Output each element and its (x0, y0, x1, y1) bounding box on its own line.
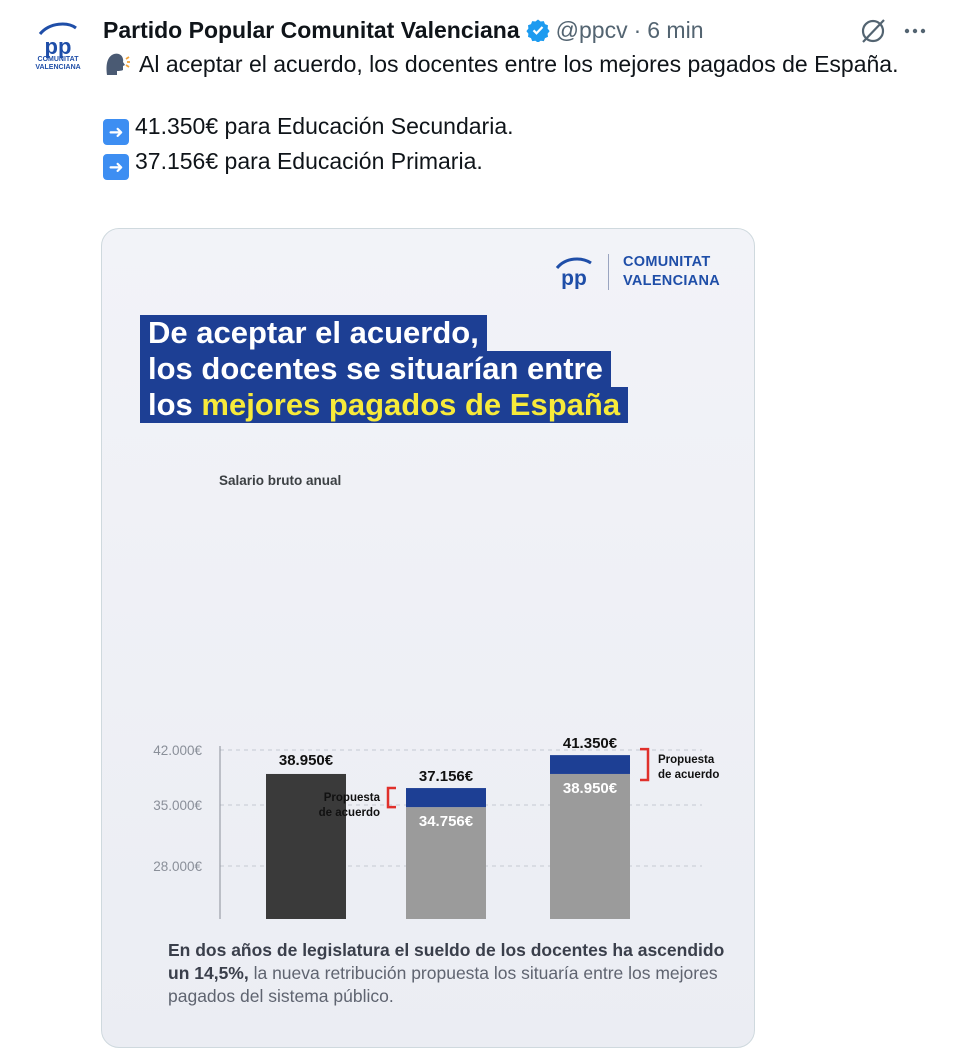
author-name[interactable]: Partido Popular Comunitat Valenciana (103, 16, 520, 43)
headline-line1: De aceptar el acuerdo, (140, 315, 487, 351)
footnote-rest: la nueva retribución propuesta los situaría entre los mejores pagados del sistema público. (168, 963, 718, 1006)
tweet-timestamp[interactable]: 6 min (647, 16, 704, 43)
headline-line3-prefix: los (148, 387, 202, 422)
proposal-label: de acuerdo (658, 769, 720, 782)
grok-icon[interactable] (858, 16, 888, 46)
svg-text:pp: pp (561, 267, 587, 289)
bar-value-label: 38.950€ (278, 751, 334, 769)
right-arrow-emoji: ➜ (103, 119, 129, 145)
author-handle[interactable]: @ppcv (555, 16, 628, 43)
infographic-footnote (168, 939, 728, 1008)
tweet-text-line3-content: 37.156€ para Educación Primaria. (135, 148, 483, 174)
tweet-text-line2 (103, 110, 903, 145)
avatar-subtitle-line2: VALENCIANA (35, 64, 81, 71)
footnote-bold: En dos años de legislatura el sueldo de los docentes ha ascendido un 14,5%, (168, 940, 725, 983)
brand-text (623, 253, 720, 291)
tweet-text-line2-content: 41.350€ para Educación Secundaria. (135, 113, 514, 139)
avatar-subtitle-line1: COMUNITAT (37, 56, 79, 63)
proposal-label: de acuerdo (318, 807, 380, 820)
bar-base-label: 38.950€ (562, 779, 618, 797)
headline-line3 (140, 387, 628, 423)
salary-bar-chart (102, 499, 754, 919)
headline-line2: los docentes se situarían entre (140, 351, 611, 387)
bar-total-label: 37.156€ (418, 768, 474, 786)
tweet-text-line1 (103, 48, 903, 80)
bar-total-label: 41.350€ (562, 735, 618, 753)
header-separator: · (633, 16, 642, 43)
more-icon[interactable] (900, 18, 930, 44)
avatar-subtitle (28, 56, 88, 72)
bar-proposal-segment (406, 788, 486, 807)
right-arrow-emoji: ➜ (103, 154, 129, 180)
brand-text-line1: COMUNITAT (623, 254, 711, 270)
tweet-text-line1-content: Al aceptar el acuerdo, los docentes entre los mejores pagados de España. (139, 51, 899, 77)
proposal-bracket (388, 788, 396, 807)
svg-text:pp: pp (44, 34, 72, 58)
proposal-bracket (640, 749, 648, 780)
bar-base-label: 34.756€ (418, 813, 474, 831)
y-tick-label: 28.000€ (153, 859, 202, 874)
pp-logo-icon (36, 18, 80, 58)
tweet-header (103, 14, 704, 46)
proposal-label: Propuesta (323, 792, 380, 805)
y-tick-label: 42.000€ (153, 743, 202, 758)
author-avatar[interactable] (28, 16, 88, 76)
infographic-headline (140, 315, 628, 423)
speaking-head-emoji (103, 51, 131, 77)
headline-highlight: mejores pagados de España (201, 387, 621, 422)
pp-logo-icon (554, 255, 594, 289)
tweet-text-line3 (103, 145, 903, 180)
tweet-media-card[interactable] (101, 228, 755, 1048)
proposal-label: Propuesta (658, 754, 715, 767)
y-tick-label: 35.000€ (153, 798, 202, 813)
tweet-text (103, 48, 903, 180)
brand-lockup (554, 253, 720, 291)
bar-proposal-segment (550, 755, 630, 774)
brand-divider (608, 254, 609, 290)
brand-text-line2: VALENCIANA (623, 273, 720, 289)
verified-badge-icon (526, 18, 550, 42)
chart-subtitle: Salario bruto anual (219, 473, 342, 488)
